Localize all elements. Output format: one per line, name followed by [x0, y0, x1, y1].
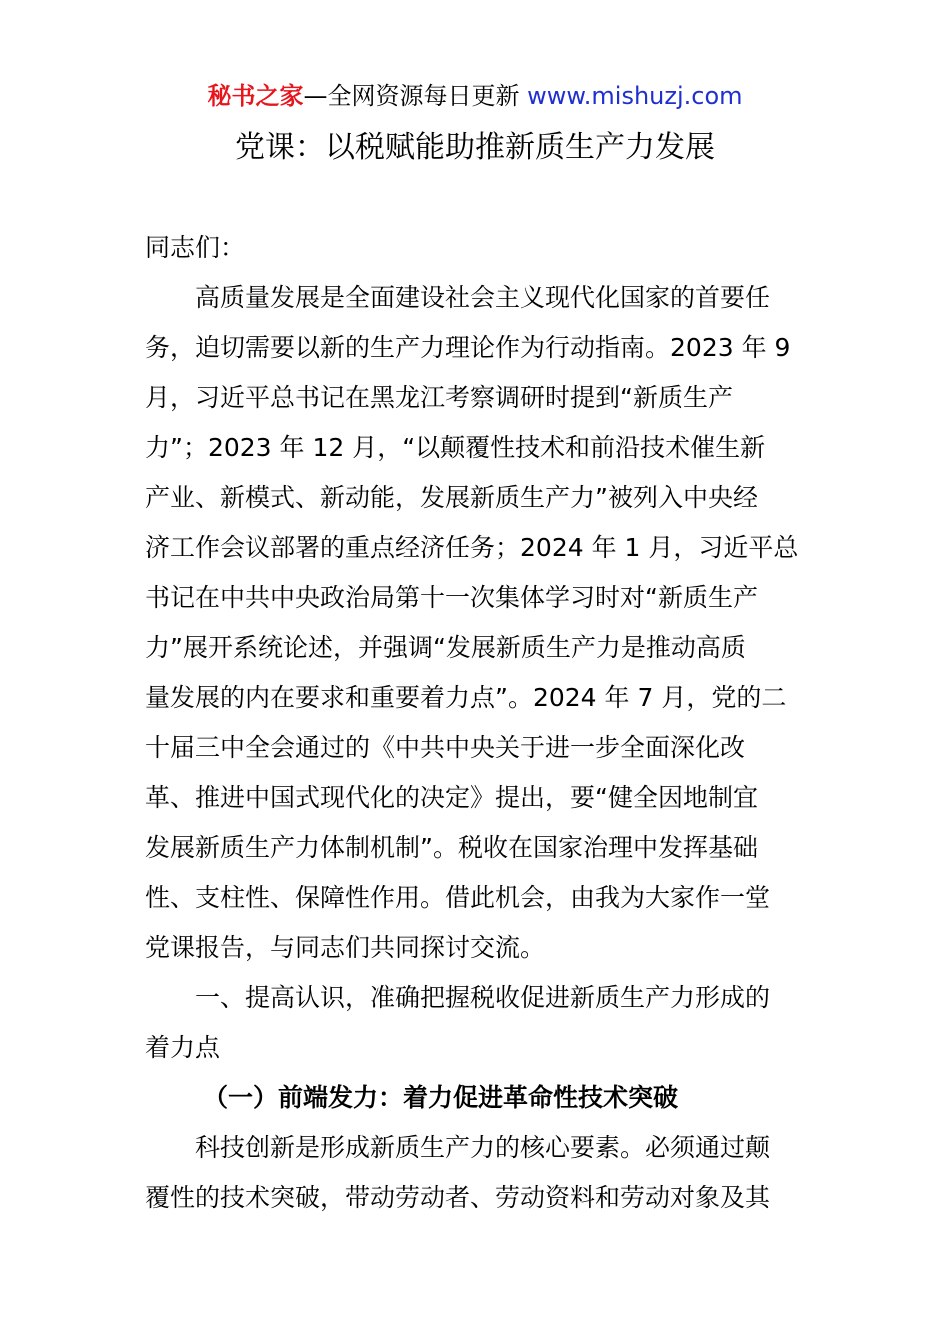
text-line: 量发展的内在要求和重要着力点”。2024 年 7 月，党的二: [145, 683, 787, 712]
brand-name: 秘书之家: [207, 82, 304, 110]
text-line: 济工作会议部署的重点经济任务；2024 年 1 月，习近平总: [145, 533, 799, 562]
greeting: 同志们：: [145, 233, 246, 262]
text-line: 十届三中全会通过的《中共中央关于进一步全面深化改: [145, 733, 746, 762]
text-line: 科技创新是形成新质生产力的核心要素。必须通过颠: [195, 1133, 771, 1162]
site-header: [0, 78, 950, 114]
text-line: 发展新质生产力体制机制”。税收在国家治理中发挥基础: [145, 833, 758, 862]
subsection-heading-1: （一）前端发力：着力促进革命性技术突破: [203, 1083, 679, 1112]
text-line: 务，迫切需要以新的生产力理论作为行动指南。2023 年 9: [145, 333, 791, 362]
text-line: 月，习近平总书记在黑龙江考察调研时提到“新质生产: [145, 383, 733, 412]
text-line: 力”；2023 年 12 月，“以颠覆性技术和前沿技术催生新: [145, 433, 766, 462]
text-line: 高质量发展是全面建设社会主义现代化国家的首要任: [195, 283, 771, 312]
paragraph-intro: [145, 273, 807, 973]
section-heading-1: [145, 973, 807, 1073]
site-tagline: —全网资源每日更新: [303, 82, 528, 110]
text-line: 性、支柱性、保障性作用。借此机会，由我为大家作一堂: [145, 883, 771, 912]
document-title: 党课：以税赋能助推新质生产力发展: [235, 130, 715, 165]
site-url-link[interactable]: www.mishuzj.com: [527, 82, 743, 110]
text-line: 一、提高认识，准确把握税收促进新质生产力形成的: [195, 983, 771, 1012]
text-line: 覆性的技术突破，带动劳动者、劳动资料和劳动对象及其: [145, 1183, 771, 1212]
paragraph-innovation: [145, 1123, 807, 1223]
text-line: 力”展开系统论述，并强调“发展新质生产力是推动高质: [145, 633, 746, 662]
document-body: [145, 223, 807, 1223]
text-line: 党课报告，与同志们共同探讨交流。: [145, 933, 546, 962]
text-line: 产业、新模式、新动能，发展新质生产力”被列入中央经: [145, 483, 758, 512]
text-line: 着力点: [145, 1033, 221, 1062]
text-line: 书记在中共中央政治局第十一次集体学习时对“新质生产: [145, 583, 758, 612]
text-line: 革、推进中国式现代化的决定》提出，要“健全因地制宜: [145, 783, 758, 812]
